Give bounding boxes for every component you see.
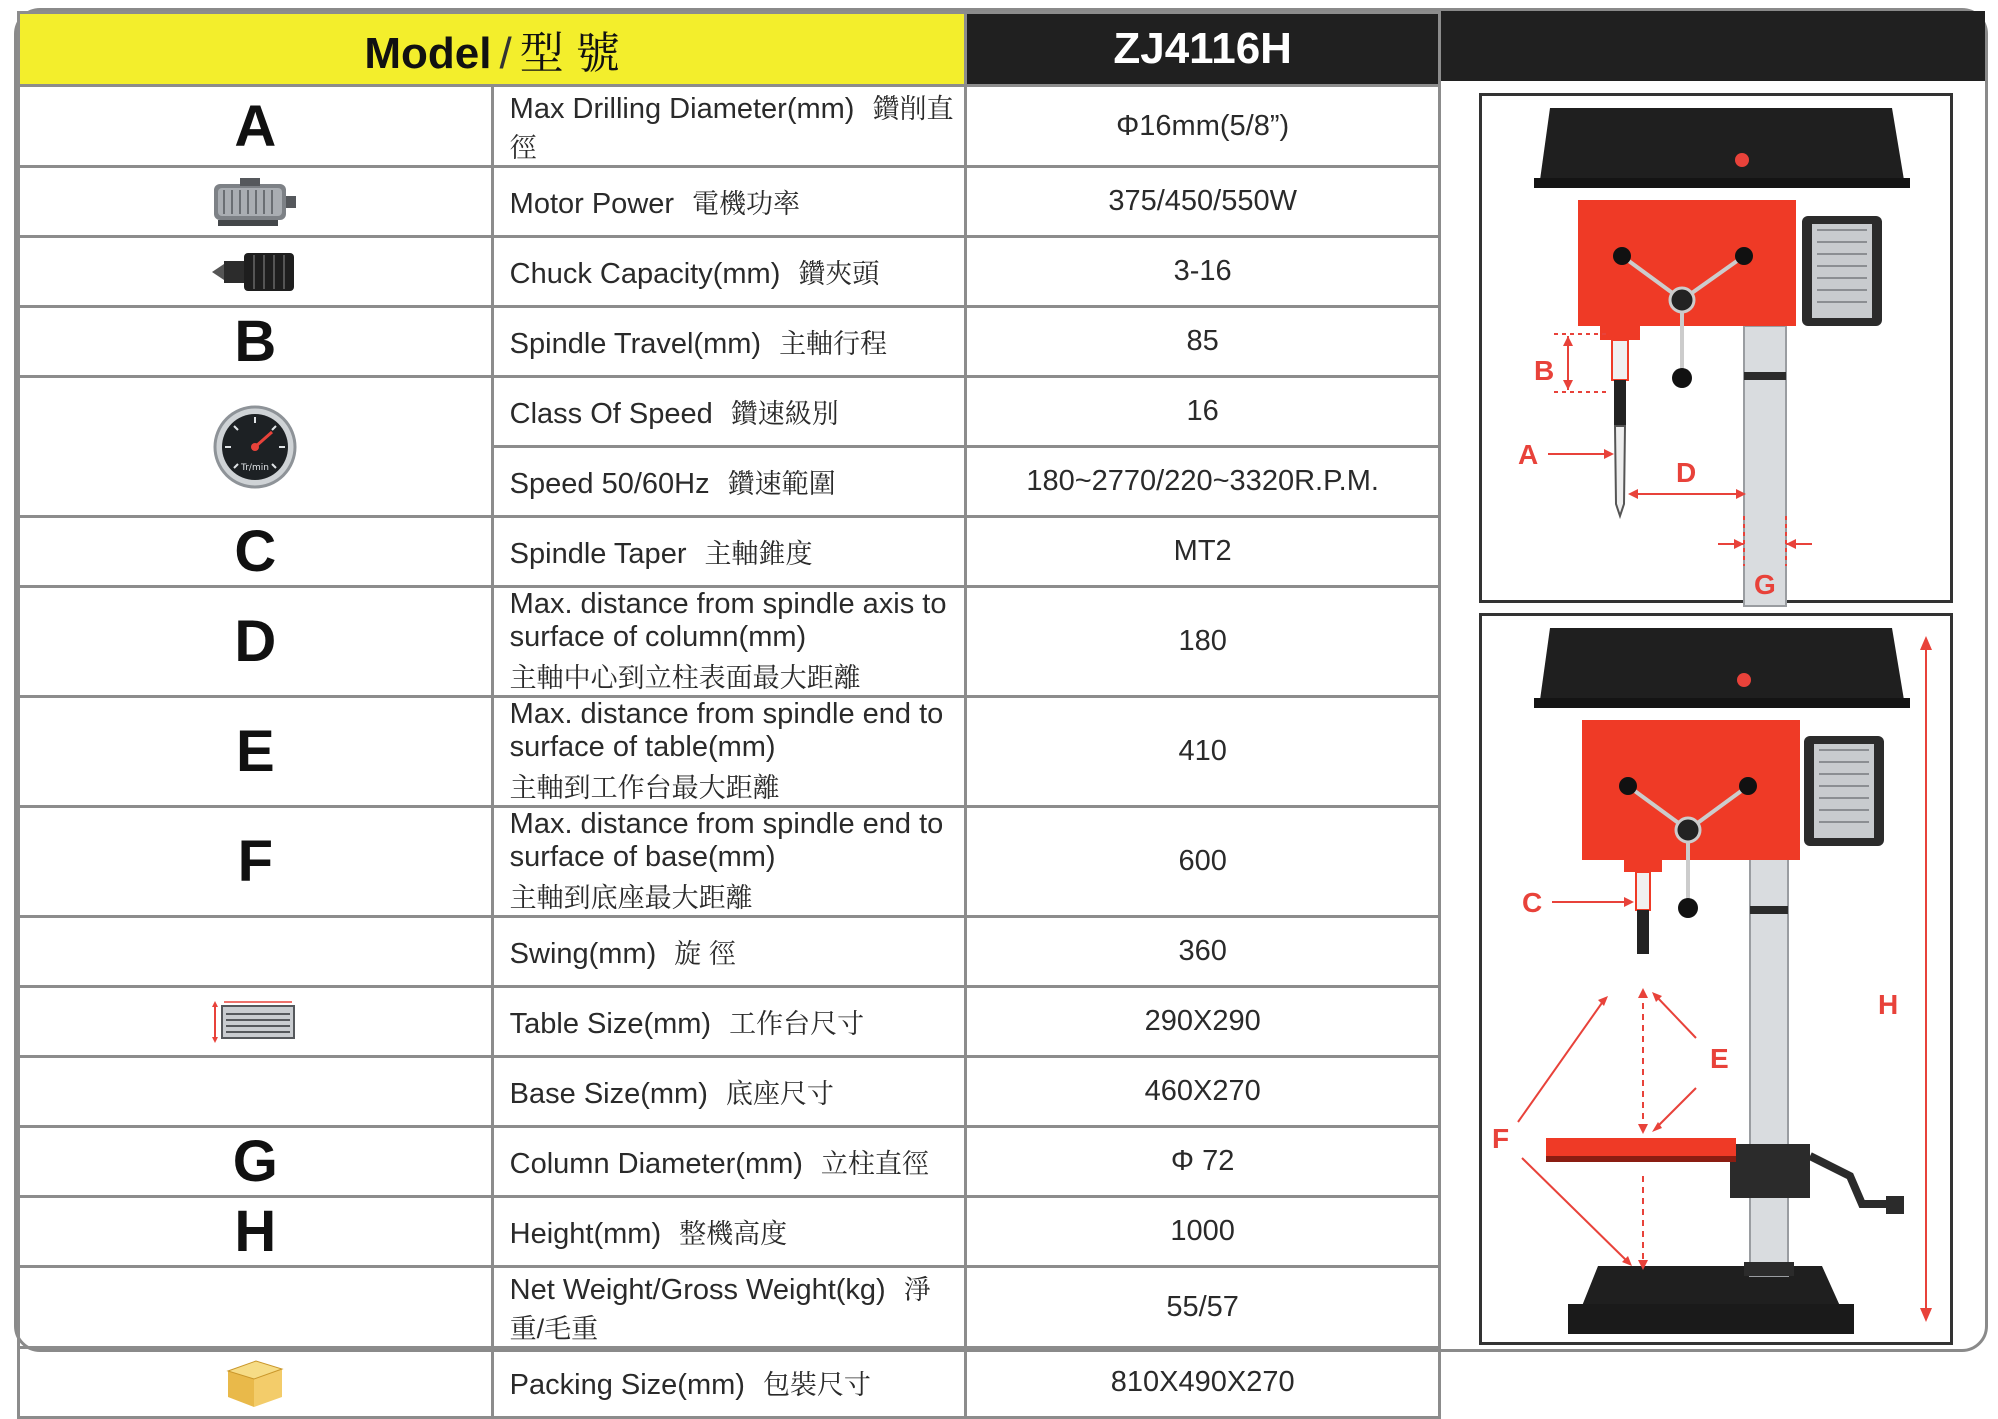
right-header-bar: [1441, 11, 1985, 81]
table-row: [19, 987, 1440, 1057]
drill-press-diagram-bottom: [1479, 613, 1953, 1345]
row-icon-cell: [19, 167, 493, 237]
row-value: 290X290: [966, 987, 1440, 1057]
row-icon-cell: [19, 587, 493, 697]
table-row: [19, 1348, 1440, 1418]
row-value: 3-16: [966, 237, 1440, 307]
table-row: [19, 697, 1440, 807]
row-label: Max. distance from spindle end to surface of table(mm) 主軸到工作台最大距離: [492, 697, 966, 807]
drill-press-diagram-top: [1479, 93, 1953, 603]
row-icon-cell: [19, 1267, 493, 1348]
label-c: C: [1522, 887, 1543, 918]
drill-press-top-svg: [1482, 96, 1950, 600]
drill-press-bottom-svg: [1482, 616, 1950, 1342]
row-icon-cell: [19, 1127, 493, 1197]
row-label: Base Size(mm) 底座尺寸: [492, 1057, 966, 1127]
row-label: Max. distance from spindle axis to surface of column(mm) 主軸中心到立柱表面最大距離: [492, 587, 966, 697]
column-icon: [1744, 326, 1786, 606]
model-slash: /: [499, 29, 512, 78]
row-label: Motor Power 電機功率: [492, 167, 966, 237]
row-icon-cell: [19, 917, 493, 987]
box-icon: [220, 1355, 290, 1411]
row-icon-cell: [19, 377, 493, 517]
header-row: [19, 13, 1440, 86]
letter-a-icon: A: [234, 93, 277, 159]
chuck-icon: [210, 247, 300, 297]
row-value: MT2: [966, 517, 1440, 587]
letter-g-icon: G: [232, 1129, 278, 1194]
row-value: Φ16mm(5/8”): [966, 86, 1440, 167]
row-icon-cell: [19, 1057, 493, 1127]
table-row: [19, 237, 1440, 307]
row-label: Net Weight/Gross Weight(kg) 淨重/毛重: [492, 1267, 966, 1348]
table-row: [19, 1127, 1440, 1197]
row-value: 410: [966, 697, 1440, 807]
row-label: Chuck Capacity(mm) 鑽夾頭: [492, 237, 966, 307]
table-row: [19, 377, 1440, 447]
row-icon-cell: [19, 307, 493, 377]
row-value: 180~2770/220~3320R.P.M.: [966, 447, 1440, 517]
row-label: Swing(mm) 旋 徑: [492, 917, 966, 987]
row-value: 85: [966, 307, 1440, 377]
row-value: 810X490X270: [966, 1348, 1440, 1418]
motor-icon: [210, 176, 300, 228]
letter-c-icon: C: [234, 519, 277, 584]
belt-cover-icon: [1540, 628, 1904, 700]
row-value: 360: [966, 917, 1440, 987]
row-value: 1000: [966, 1197, 1440, 1267]
speedometer-icon: [212, 404, 298, 490]
row-label: Class Of Speed 鑽速級別: [492, 377, 966, 447]
belt-cover-icon: [1540, 108, 1904, 180]
table-row: [19, 917, 1440, 987]
row-label: Packing Size(mm) 包裝尺寸: [492, 1348, 966, 1418]
label-e: E: [1710, 1043, 1729, 1074]
table-row: [19, 1197, 1440, 1267]
row-value: Φ 72: [966, 1127, 1440, 1197]
row-icon-cell: [19, 987, 493, 1057]
row-icon-cell: [19, 517, 493, 587]
row-label: Spindle Taper 主軸錐度: [492, 517, 966, 587]
row-icon-cell: [19, 237, 493, 307]
row-label: Speed 50/60Hz 鑽速範圍: [492, 447, 966, 517]
row-value: 55/57: [966, 1267, 1440, 1348]
column-icon: [1750, 856, 1788, 1276]
row-value: 600: [966, 807, 1440, 917]
label-a: A: [1518, 439, 1539, 470]
table-row: [19, 86, 1440, 167]
label-g: G: [1754, 569, 1776, 600]
label-h: H: [1878, 989, 1899, 1020]
table-row: [19, 1267, 1440, 1348]
letter-e-icon: E: [235, 719, 275, 784]
table-row: [19, 517, 1440, 587]
row-label: Max. distance from spindle end to surface of base(mm) 主軸到底座最大距離: [492, 807, 966, 917]
model-label-cn: 型 號: [519, 29, 620, 78]
row-icon-cell: [19, 807, 493, 917]
gauge-text: Tr/min: [241, 462, 270, 473]
letter-d-icon: D: [234, 609, 277, 674]
work-table-icon: [210, 1000, 300, 1044]
row-value: 180: [966, 587, 1440, 697]
row-label: Max Drilling Diameter(mm) 鑽削直徑: [492, 86, 966, 167]
base-icon: [1582, 1266, 1840, 1306]
table-row: [19, 307, 1440, 377]
letter-h-icon: H: [234, 1199, 277, 1264]
row-value: 460X270: [966, 1057, 1440, 1127]
model-label: Model: [364, 29, 492, 78]
spec-sheet: [14, 8, 1988, 1401]
model-value: ZJ4116H: [966, 13, 1440, 86]
row-value: 375/450/550W: [966, 167, 1440, 237]
model-header: [19, 13, 966, 86]
spec-table: [17, 11, 1441, 1419]
table-row: [19, 1057, 1440, 1127]
letter-b-icon: B: [234, 309, 277, 374]
letter-f-icon: F: [237, 829, 274, 894]
row-label: Height(mm) 整機高度: [492, 1197, 966, 1267]
row-icon-cell: [19, 1348, 493, 1418]
table-row: [19, 167, 1440, 237]
row-icon-cell: [19, 86, 493, 167]
table-bracket-icon: [1730, 1144, 1810, 1198]
row-value: 16: [966, 377, 1440, 447]
row-icon-cell: [19, 1197, 493, 1267]
row-label: Table Size(mm) 工作台尺寸: [492, 987, 966, 1057]
label-f: F: [1492, 1123, 1510, 1154]
label-b: B: [1534, 355, 1555, 386]
table-row: [19, 807, 1440, 917]
row-label: Column Diameter(mm) 立柱直徑: [492, 1127, 966, 1197]
row-label: Spindle Travel(mm) 主軸行程: [492, 307, 966, 377]
label-d: D: [1676, 457, 1697, 488]
row-icon-cell: [19, 697, 493, 807]
table-row: [19, 587, 1440, 697]
